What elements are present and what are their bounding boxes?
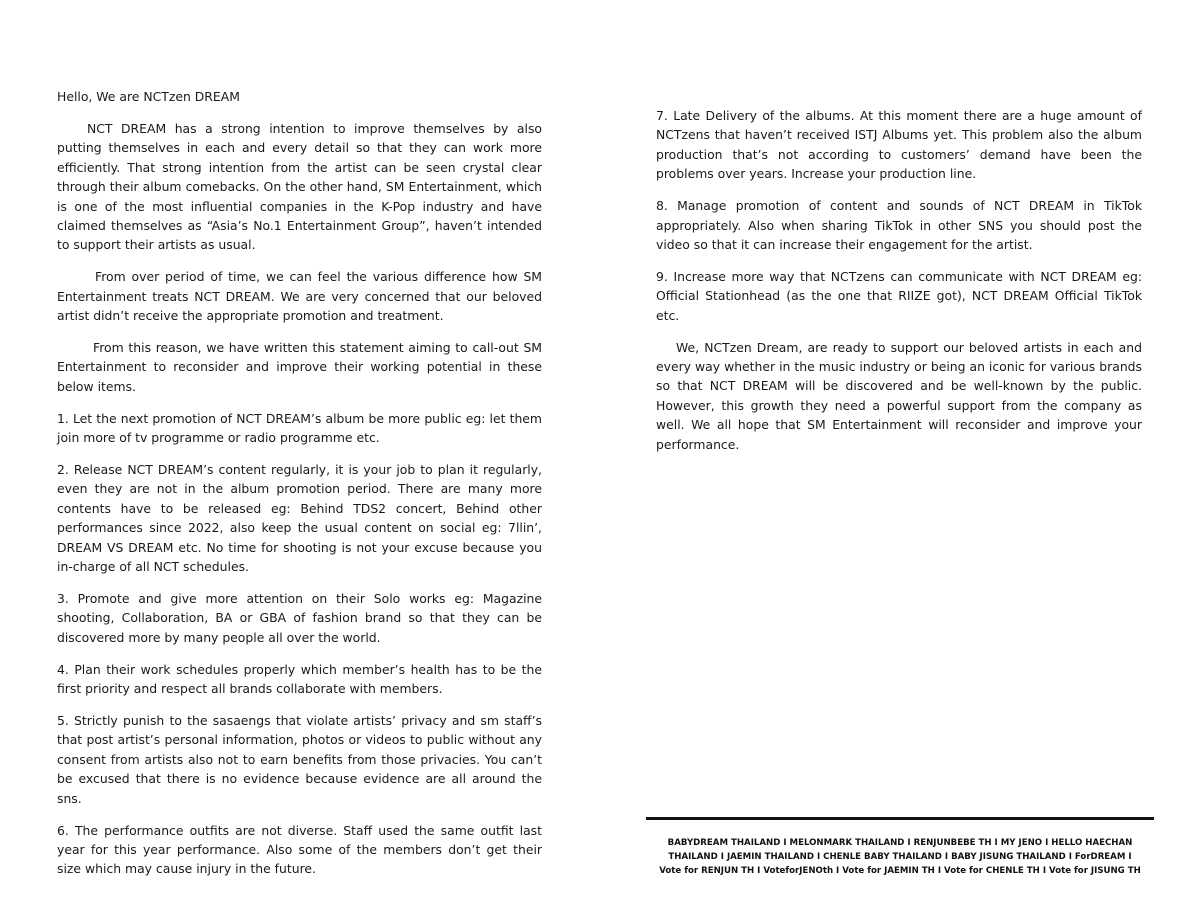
list-item: 7. Late Delivery of the albums. At this moment there are a huge amount of NCTzens that haven’t received ISTJ Albums yet. This problem also the album production that’s not according to customers’ demand have been the problems over years. Increase your production line. (656, 108, 1142, 182)
intro-paragraph: NCT DREAM has a strong intention to improve themselves by also putting themselves in each and every detail so that they can work more efficiently. That strong intention from the artist can be seen crystal clear through their album comebacks. On the other hand, SM Entertainment, which is one of the most influential companies in the K-Pop industry and have claimed themselves as “Asia’s No.1 Entertainment Group”, haven’t intended to support their artists as usual. (57, 120, 542, 253)
list-item: 3. Promote and give more attention on their Solo works eg: Magazine shooting, Collaboration, BA or GBA of fashion brand so that they can be discovered more by many people all over the world. (57, 590, 542, 645)
footer-line: BABYDREAM THAILAND I MELONMARK THAILAND I RENJUNBEBE TH I MY JENO I HELLO HAECHAN (667, 838, 1133, 848)
footer-line: Vote for RENJUN TH I VoteforJENOth I Vote for JAEMIN TH I Vote for CHENLE TH I Vote for JISUNG TH (659, 866, 1141, 877)
concern-paragraph: From over period of time, we can feel the various difference how SM Entertainment treats NCT DREAM. We are very concerned that our beloved artist didn’t receive the appropriate promotion and treatment. (57, 269, 542, 324)
list-item: 8. Manage promotion of content and sounds of NCT DREAM in TikTok appropriately. Also when sharing TikTok in other SNS you should post the video so that it can increase their engagement for the artist. (656, 198, 1142, 252)
footer-signatories (646, 836, 1154, 879)
statement-paragraph: From this reason, we have written this statement aiming to call-out SM Entertainment to reconsider and improve their working potential in these below items. (57, 339, 542, 394)
list-item: 2. Release NCT DREAM’s content regularly, it is your job to plan it regularly, even they are not in the album promotion period. There are many more contents have to be released eg: Behind TDS2 concert, Behind other performances since 2022, also keep the usual content on social eg: 7llin’, DREAM VS DREAM etc. No time for shooting is not your excuse because you in-charge of all NCT schedules. (57, 462, 542, 575)
left-column (57, 0, 542, 891)
list-item: 6. The performance outfits are not diverse. Staff used the same outfit last year for this year performance. Also some of the members don’t get their size which may cause injury in the future. (57, 822, 542, 877)
right-column (656, 0, 1142, 467)
list-item: 4. Plan their work schedules properly which member’s health has to be the first priority and respect all brands collaborate with members. (57, 661, 542, 697)
list-item: 5. Strictly punish to the sasaengs that violate artists’ privacy and sm staff’s that post artist’s personal information, photos or videos to public without any consent from artists also not to earn benefits from those privacies. You can’t be excused that there is no evidence because evidence are all around the sns. (57, 712, 542, 806)
closing-paragraph: We, NCTzen Dream, are ready to support our beloved artists in each and every way whether in the music industry or being an iconic for various brands so that NCT DREAM will be discovered and be well-known by the public. However, this growth they need a powerful support from the company as well. We all hope that SM Entertainment will reconsider and improve your performance. (656, 339, 1142, 452)
footer-line: THAILAND I JAEMIN THAILAND I CHENLE BABY THAILAND I BABY JISUNG THAILAND I ForDREAM I (668, 852, 1132, 863)
list-item: 1. Let the next promotion of NCT DREAM’s album be more public eg: let them join more of tv programme or radio programme etc. (57, 410, 542, 446)
greeting: Hello, We are NCTzen DREAM (57, 89, 240, 104)
footer-divider (646, 817, 1154, 820)
list-item: 9. Increase more way that NCTzens can communicate with NCT DREAM eg: Official Stationhead (as the one that RIIZE got), NCT DREAM Official TikTok etc. (656, 268, 1142, 323)
